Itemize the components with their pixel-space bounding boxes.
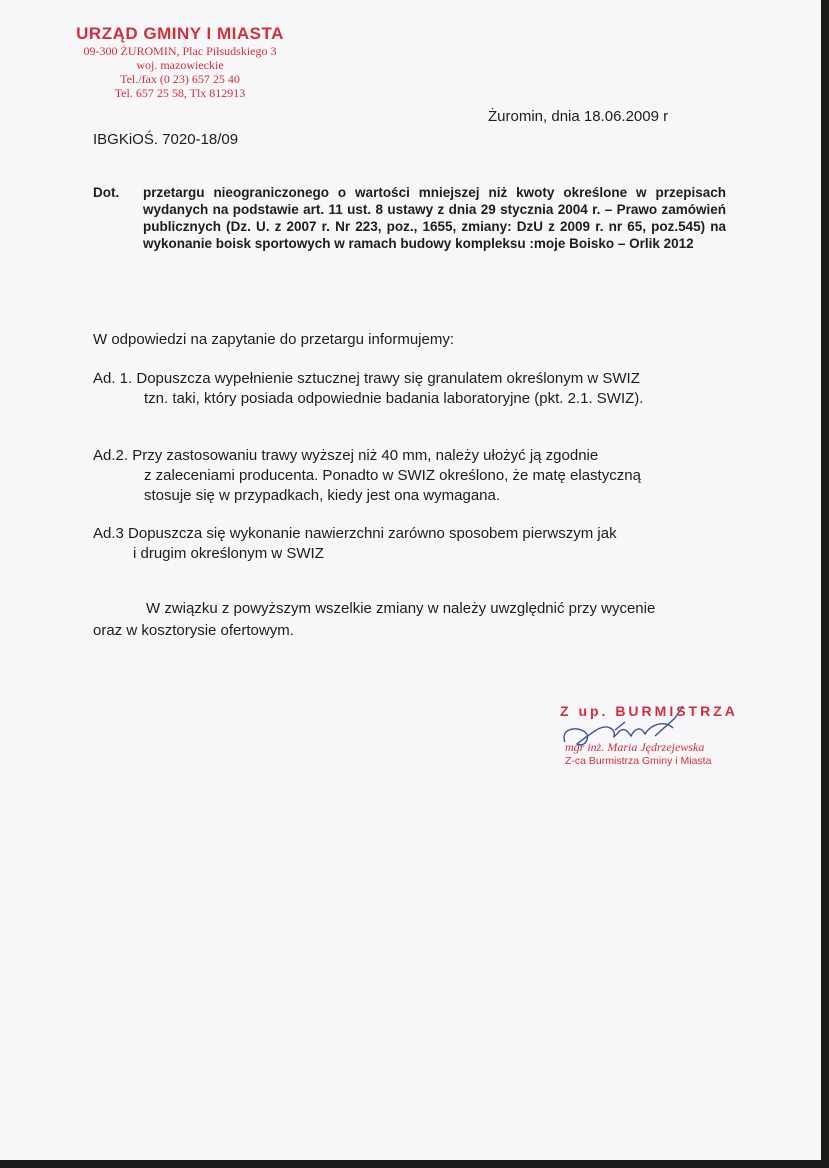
- place-date: Żuromin, dnia 18.06.2009 r: [488, 108, 669, 125]
- answer-1: [93, 369, 713, 409]
- answer-3-line-1: Ad.3 Dopuszcza się wykonanie nawierzchni zarówno sposobem pierwszym jak: [93, 525, 617, 542]
- answer-2: [93, 446, 713, 506]
- signature-title: Z up. BURMISTRZA: [560, 703, 738, 719]
- answer-1-line-2: tzn. taki, który posiada odpowiednie badania laboratoryjne (pkt. 2.1. SWIZ).: [144, 390, 644, 407]
- closing-paragraph: [93, 598, 723, 642]
- reference-number: IBGKiOŚ. 7020-18/09: [93, 131, 239, 148]
- office-tel-fax: Tel./fax (0 23) 657 25 40: [120, 72, 240, 86]
- office-tel-tlx: Tel. 657 25 58, Tlx 812913: [114, 86, 246, 100]
- subject-text: przetargu nieograniczonego o wartości mniejszej niż kwoty określone w przepisach wydanych na podstawie art. 11 ust. 8 ustawy z dnia 29 stycznia 2004 r. – Prawo zamówień publicznych (Dz. U. z 2007 r. Nr 223, poz., 1655, zmiany: DzU z 2009 r. nr 65, poz.545) na wykonanie boisk sportowych w ramach budowy kompleksu :moje Boisko – Orlik 2012: [143, 185, 726, 251]
- closing-line-1: W związku z powyższym wszelkie zmiany w należy uwzględnić przy wycenie: [146, 600, 656, 617]
- subject-label: Dot.: [93, 185, 120, 200]
- signatory-role: Z-ca Burmistrza Gminy i Miasta: [565, 755, 712, 767]
- answer-3-line-2: i drugim określonym w SWIZ: [133, 545, 324, 562]
- answer-3: [93, 524, 713, 564]
- answer-2-line-3: stosuje się w przypadkach, kiedy jest ona wymagana.: [144, 487, 501, 504]
- scan-edge-right: [821, 0, 829, 1168]
- signatory-name: mgr inż. Maria Jędrzejewska: [565, 740, 705, 754]
- letterhead-stamp: [60, 24, 300, 100]
- scan-edge-bottom: [0, 1160, 829, 1168]
- answer-2-line-2: z zaleceniami producenta. Ponadto w SWIZ określono, że matę elastyczną: [144, 467, 641, 484]
- office-region: woj. mazowieckie: [136, 58, 224, 72]
- subject-block: [93, 184, 726, 252]
- closing-line-2: oraz w kosztorysie ofertowym.: [93, 622, 294, 639]
- office-name: URZĄD GMINY I MIASTA: [76, 24, 284, 43]
- office-address: 09-300 ŻUROMIN, Plac Piłsudskiego 3: [83, 44, 277, 58]
- answer-1-line-1: Ad. 1. Dopuszcza wypełnienie sztucznej trawy się granulatem określonym w SWIZ: [93, 370, 640, 387]
- answer-2-line-1: Ad.2. Przy zastosowaniu trawy wyższej niż 40 mm, należy ułożyć ją zgodnie: [93, 447, 599, 464]
- intro-text: W odpowiedzi na zapytanie do przetargu informujemy:: [93, 331, 455, 348]
